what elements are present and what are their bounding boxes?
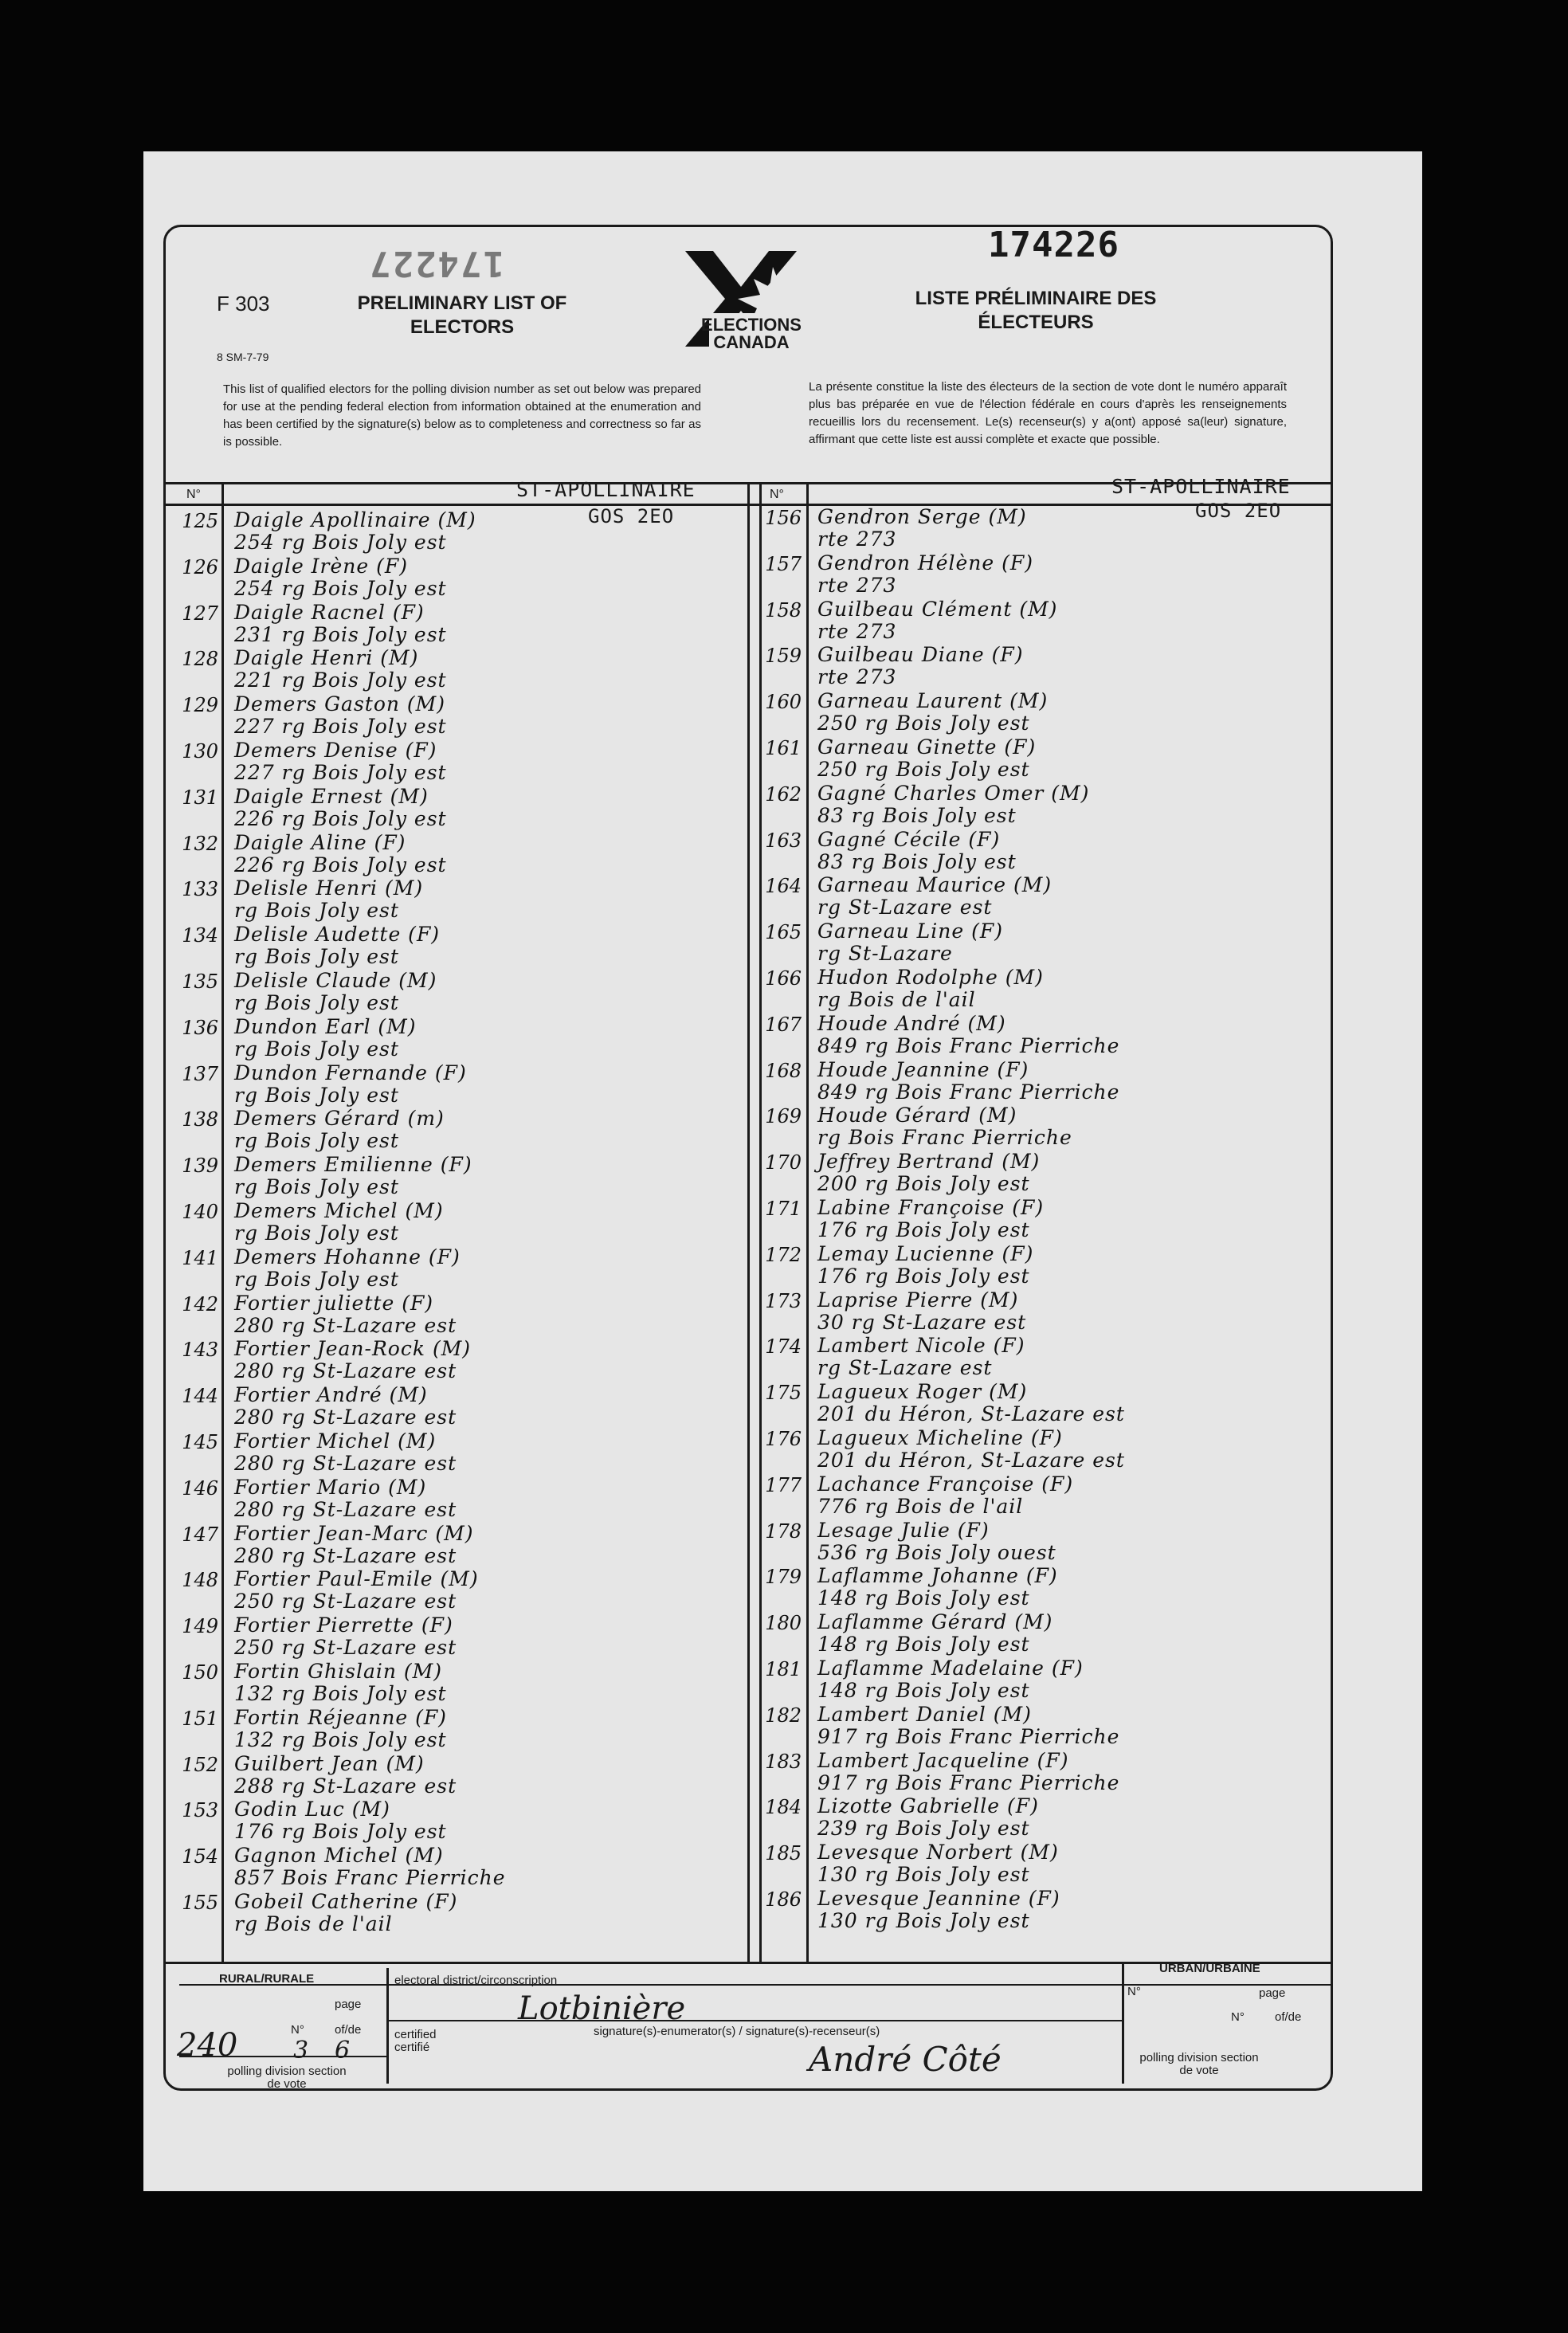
elector-name: Fortin Ghislain (M): [234, 1660, 443, 1683]
elector-name: Lambert Jacqueline (F): [817, 1748, 1069, 1772]
elector-address: 280 rg St-Lazare est: [234, 1406, 457, 1429]
elector-number: 137: [182, 1062, 218, 1085]
urban-polling-division-label: polling division section de vote: [1139, 2051, 1259, 2077]
elector-number: 127: [182, 602, 218, 625]
elector-address: 250 rg St-Lazare est: [234, 1590, 457, 1613]
urban-no-sub-label: N°: [1231, 2010, 1245, 2024]
elector-name: Lambert Nicole (F): [817, 1334, 1025, 1358]
elector-number: 149: [182, 1615, 218, 1638]
elector-number: 171: [765, 1198, 802, 1220]
elector-address: 201 du Héron, St-Lazare est: [817, 1402, 1125, 1426]
urban-page-label: page: [1259, 1986, 1286, 2000]
elector-number: 134: [182, 924, 218, 947]
elector-name: Lizotte Gabrielle (F): [817, 1794, 1039, 1818]
elector-name: Garneau Line (F): [817, 919, 1003, 943]
elector-address: rg St-Lazare est: [817, 1356, 993, 1380]
elector-number: 180: [765, 1612, 802, 1635]
elector-name: Laflamme Gérard (M): [817, 1610, 1053, 1634]
elector-number: 182: [765, 1704, 802, 1727]
elector-name: Lambert Daniel (M): [817, 1702, 1032, 1726]
elector-number: 144: [182, 1385, 218, 1408]
elector-address: rg Bois Joly est: [234, 1175, 399, 1199]
elector-address: 288 rg St-Lazare est: [234, 1774, 457, 1798]
elector-address: 132 rg Bois Joly est: [234, 1727, 447, 1751]
elector-number: 169: [765, 1105, 802, 1128]
elector-address: 280 rg St-Lazare est: [234, 1543, 457, 1567]
elector-name: Laprise Pierre (M): [817, 1288, 1019, 1312]
elector-number: 159: [765, 645, 802, 668]
enumerator-signature: André Côté: [809, 2040, 1002, 2079]
elector-name: Guilbeau Diane (F): [817, 643, 1024, 667]
elector-name: Dundon Fernande (F): [234, 1061, 467, 1084]
elector-address: rg Bois Joly est: [234, 1129, 399, 1153]
elector-number: 142: [182, 1292, 218, 1315]
elector-number: 151: [182, 1707, 218, 1730]
elector-address: 148 rg Bois Joly est: [817, 1679, 1030, 1702]
elector-address: 280 rg St-Lazare est: [234, 1313, 457, 1337]
elector-name: Demers Michel (M): [234, 1199, 444, 1222]
elector-address: rg Bois Franc Pierriche: [817, 1126, 1072, 1150]
elector-name: Fortier juliette (F): [234, 1291, 434, 1315]
elector-address: 148 rg Bois Joly est: [817, 1586, 1030, 1610]
elector-address: 239 rg Bois Joly est: [817, 1817, 1030, 1841]
elector-number: 130: [182, 740, 218, 763]
elector-address: 83 rg Bois Joly est: [817, 803, 1017, 827]
elector-number: 146: [182, 1476, 218, 1500]
elector-name: Delisle Audette (F): [234, 923, 441, 947]
elector-name: Delisle Claude (M): [234, 969, 437, 992]
elector-number: 166: [765, 967, 802, 990]
elector-number: 160: [765, 691, 802, 714]
elector-number: 172: [765, 1243, 802, 1266]
elector-name: Garneau Laurent (M): [817, 689, 1049, 713]
electoral-district-value: Lotbinière: [518, 1990, 686, 2027]
rural-of-label: of/de: [335, 2023, 362, 2037]
footer-mid-rule: [386, 2020, 1122, 2021]
elector-address: 917 rg Bois Franc Pierriche: [817, 1724, 1120, 1748]
elector-number: 136: [182, 1016, 218, 1039]
ghost-serial-number: 174227: [368, 243, 504, 284]
elector-address: 200 rg Bois Joly est: [817, 1172, 1030, 1196]
elector-name: Levesque Norbert (M): [817, 1841, 1059, 1864]
elector-address: 227 rg Bois Joly est: [234, 715, 447, 739]
elector-address: 201 du Héron, St-Lazare est: [817, 1449, 1125, 1472]
elector-number: 128: [182, 648, 218, 671]
elector-address: 776 rg Bois de l'ail: [817, 1494, 1024, 1518]
elector-address: 130 rg Bois Joly est: [817, 1909, 1030, 1932]
elector-number: 126: [182, 555, 218, 578]
elector-name: Houde André (M): [817, 1011, 1006, 1035]
elector-name: Levesque Jeannine (F): [817, 1887, 1060, 1910]
elector-address: rg St-Lazare est: [817, 896, 993, 919]
center-column-rule-a: [747, 482, 750, 1964]
elector-number: 138: [182, 1108, 218, 1131]
right-no-header: N°: [770, 488, 784, 501]
form-code: F 303: [217, 292, 270, 316]
elector-number: 148: [182, 1569, 218, 1592]
elector-address: 130 rg Bois Joly est: [817, 1863, 1030, 1887]
elector-number: 178: [765, 1519, 802, 1543]
elector-address: 254 rg Bois Joly est: [234, 576, 447, 600]
elector-name: Daigle Aline (F): [234, 830, 406, 854]
elector-name: Guilbert Jean (M): [234, 1751, 425, 1775]
elector-name: Fortier Paul-Emile (M): [234, 1567, 479, 1591]
elector-address: 857 Bois Franc Pierriche: [234, 1866, 506, 1890]
elector-name: Fortier Michel (M): [234, 1429, 437, 1453]
elector-number: 184: [765, 1796, 802, 1819]
elector-name: Fortier Pierrette (F): [234, 1613, 453, 1637]
elector-name: Fortier André (M): [234, 1383, 428, 1407]
elector-number: 165: [765, 921, 802, 944]
elector-number: 185: [765, 1842, 802, 1865]
left-postal-code: GOS 2EO: [588, 505, 675, 527]
elector-name: Jeffrey Bertrand (M): [817, 1150, 1041, 1174]
elector-number: 150: [182, 1661, 218, 1684]
elector-name: Garneau Ginette (F): [817, 735, 1037, 759]
elector-number: 170: [765, 1151, 802, 1174]
right-postal-code: GOS 2EO: [1195, 500, 1282, 522]
elector-name: Gendron Hélène (F): [817, 551, 1034, 574]
elector-name: Dundon Earl (M): [234, 1014, 417, 1038]
elector-address: 176 rg Bois Joly est: [234, 1820, 447, 1844]
elector-number: 156: [765, 507, 802, 529]
elector-number: 152: [182, 1753, 218, 1776]
elector-number: 161: [765, 737, 802, 759]
elector-number: 139: [182, 1155, 218, 1178]
elector-name: Labine Françoise (F): [817, 1196, 1045, 1219]
elector-address: rg Bois Joly est: [234, 945, 399, 969]
elector-number: 135: [182, 970, 218, 993]
elector-name: Demers Gérard (m): [234, 1107, 445, 1131]
elector-address: rg Bois Joly est: [234, 899, 399, 923]
elector-name: Demers Denise (F): [234, 739, 437, 762]
elector-name: Daigle Henri (M): [234, 646, 419, 670]
elector-number: 173: [765, 1289, 802, 1312]
elector-address: rg Bois Joly est: [234, 1037, 399, 1061]
elector-address: 221 rg Bois Joly est: [234, 669, 447, 692]
elector-number: 175: [765, 1382, 802, 1405]
elector-number: 177: [765, 1473, 802, 1496]
certified-label: certified certifié: [394, 2028, 437, 2054]
elector-name: Demers Emilienne (F): [234, 1153, 472, 1177]
elector-address: rg St-Lazare: [817, 942, 953, 966]
elector-name: Fortier Jean-Marc (M): [234, 1521, 474, 1545]
page-number-value: 3: [293, 2037, 309, 2064]
elector-address: 30 rg St-Lazare est: [817, 1310, 1027, 1334]
elector-address: rte 273: [817, 527, 897, 551]
right-number-column-rule: [806, 482, 809, 1964]
elector-number: 162: [765, 782, 802, 806]
elector-address: rte 273: [817, 665, 897, 689]
signature-label: signature(s)-enumerator(s) / signature(s)-recenseur(s): [594, 2025, 880, 2038]
elector-name: Lesage Julie (F): [817, 1518, 990, 1542]
elector-name: Gagné Cécile (F): [817, 827, 1001, 851]
elector-address: 231 rg Bois Joly est: [234, 622, 447, 646]
elector-number: 153: [182, 1799, 218, 1822]
elector-address: 849 rg Bois Franc Pierriche: [817, 1033, 1120, 1057]
elector-address: rg Bois Joly est: [234, 991, 399, 1014]
elector-number: 140: [182, 1201, 218, 1223]
elector-number: 145: [182, 1431, 218, 1453]
elector-name: Gendron Serge (M): [817, 505, 1027, 528]
elector-address: 227 rg Bois Joly est: [234, 761, 447, 784]
elector-number: 132: [182, 832, 218, 855]
elector-name: Daigle Irène (F): [234, 554, 409, 578]
elector-number: 168: [765, 1059, 802, 1082]
rural-bottom-rule: [179, 2056, 386, 2057]
elector-address: 226 rg Bois Joly est: [234, 853, 447, 876]
elector-name: Lemay Lucienne (F): [817, 1241, 1034, 1265]
elector-name: Daigle Ernest (M): [234, 784, 429, 808]
elector-address: 250 rg Bois Joly est: [817, 758, 1030, 781]
elector-address: 280 rg St-Lazare est: [234, 1359, 457, 1383]
intro-english: This list of qualified electors for the polling division number as set out below was prepared for use at the pending federal election from information obtained at the enumeration and has been certified by the signature(s) below as to completeness and correctness so far as is possible.: [223, 382, 701, 449]
elector-name: Demers Gaston (M): [234, 692, 446, 716]
elector-number: 176: [765, 1428, 802, 1450]
elector-name: Gagnon Michel (M): [234, 1844, 444, 1868]
elector-name: Gagné Charles Omer (M): [817, 781, 1090, 805]
elector-address: rg Bois Joly est: [234, 1221, 399, 1245]
elector-name: Gobeil Catherine (F): [234, 1890, 458, 1913]
rural-page-label: page: [335, 1998, 362, 2011]
elector-address: rg Bois de l'ail: [234, 1912, 393, 1935]
elector-address: 254 rg Bois Joly est: [234, 531, 447, 554]
elector-name: Delisle Henri (M): [234, 876, 424, 900]
elector-address: 132 rg Bois Joly est: [234, 1682, 447, 1705]
elector-number: 158: [765, 598, 802, 621]
elector-address: 917 rg Bois Franc Pierriche: [817, 1770, 1120, 1794]
elector-address: 250 rg Bois Joly est: [817, 712, 1030, 735]
elector-address: rg Bois Joly est: [234, 1083, 399, 1107]
page-of-value: 6: [335, 2037, 351, 2064]
elector-name: Daigle Apollinaire (M): [234, 508, 476, 531]
elector-number: 129: [182, 694, 218, 717]
left-municipality: ST-APOLLINAIRE: [516, 478, 696, 501]
elector-name: Lachance Françoise (F): [817, 1472, 1074, 1496]
intro-french: La présente constitue la liste des électeurs de la section de vote dont le numéro apparaît plus bas préparée en vue de l'élection fédérale en cours d'après les renseignements recueillis lors du recensement. Le(s) recenseur(s) y a(ont) apposé sa(leur) signature, affirmant que cette liste est aussi complète et exacte que possible.: [809, 380, 1287, 446]
elector-number: 183: [765, 1750, 802, 1773]
elector-address: rg Bois de l'ail: [817, 988, 976, 1011]
title-french: LISTE PRÉLIMINAIRE DES ÉLECTEURS: [915, 288, 1157, 333]
elector-name: Houde Gérard (M): [817, 1104, 1017, 1127]
elector-number: 174: [765, 1335, 802, 1359]
serial-number: 174226: [988, 225, 1119, 265]
rural-no-label: N°: [291, 2023, 304, 2037]
elector-address: rg Bois Joly est: [234, 1267, 399, 1291]
electoral-district-label: electoral district/circonscription: [394, 1974, 558, 1987]
elector-name: Laflamme Madelaine (F): [817, 1657, 1084, 1680]
polling-division-value: 240: [177, 2027, 238, 2064]
title-english: PRELIMINARY LIST OF ELECTORS: [357, 292, 567, 338]
footer-rural-divider: [386, 1968, 389, 2084]
elector-number: 157: [765, 552, 802, 575]
elector-number: 155: [182, 1892, 218, 1914]
elector-name: Fortier Mario (M): [234, 1475, 427, 1499]
footer-top-rule: [179, 1984, 1331, 1986]
elector-address: rte 273: [817, 619, 897, 643]
elector-address: 280 rg St-Lazare est: [234, 1497, 457, 1521]
elector-address: 536 rg Bois Joly ouest: [817, 1540, 1056, 1564]
urban-of-label: of/de: [1275, 2010, 1302, 2024]
elector-name: Fortin Réjeanne (F): [234, 1705, 447, 1729]
elector-address: 148 rg Bois Joly est: [817, 1633, 1030, 1657]
elector-address: 176 rg Bois Joly est: [817, 1218, 1030, 1241]
elections-canada-logo: [677, 243, 821, 355]
elector-name: Lagueux Roger (M): [817, 1380, 1028, 1404]
elector-number: 131: [182, 786, 218, 809]
left-no-header: N°: [186, 488, 201, 501]
elector-number: 141: [182, 1246, 218, 1269]
elector-name: Godin Luc (M): [234, 1798, 390, 1821]
elector-number: 167: [765, 1013, 802, 1036]
elector-name: Garneau Maurice (M): [817, 873, 1053, 897]
elector-number: 186: [765, 1888, 802, 1911]
footer-urban-divider: [1122, 1964, 1124, 2084]
elector-number: 164: [765, 875, 802, 898]
elector-number: 163: [765, 829, 802, 852]
print-code: 8 SM-7-79: [217, 351, 269, 363]
elector-name: Demers Hohanne (F): [234, 1245, 461, 1268]
elector-name: Daigle Racnel (F): [234, 600, 425, 624]
elector-address: 176 rg Bois Joly est: [817, 1264, 1030, 1288]
elector-number: 133: [182, 878, 218, 901]
elector-name: Fortier Jean-Rock (M): [234, 1337, 472, 1361]
left-number-column-rule: [221, 482, 224, 1964]
elector-address: rte 273: [817, 573, 897, 597]
rural-label: RURAL/RURALE: [219, 1972, 315, 1986]
elector-address: 226 rg Bois Joly est: [234, 806, 447, 830]
elector-name: Lagueux Micheline (F): [817, 1426, 1063, 1449]
polling-division-label: polling division section de vote: [227, 2064, 347, 2091]
elector-number: 143: [182, 1339, 218, 1362]
elector-number: 147: [182, 1523, 218, 1546]
elector-name: Laflamme Johanne (F): [817, 1564, 1058, 1588]
elector-number: 181: [765, 1658, 802, 1680]
elector-address: 849 rg Bois Franc Pierriche: [817, 1080, 1120, 1104]
logo-text: ELECTIONS CANADA: [701, 315, 802, 352]
elector-number: 154: [182, 1845, 218, 1868]
urban-label: URBAN/URBAINE: [1159, 1962, 1260, 1975]
elector-name: Guilbeau Clément (M): [817, 597, 1058, 621]
elector-number: 179: [765, 1566, 802, 1589]
elector-address: 280 rg St-Lazare est: [234, 1452, 457, 1475]
right-municipality: ST-APOLLINAIRE: [1111, 475, 1291, 498]
elector-number: 125: [182, 510, 218, 532]
elector-name: Houde Jeannine (F): [817, 1057, 1029, 1081]
elector-address: 250 rg St-Lazare est: [234, 1636, 457, 1660]
elector-name: Hudon Rodolphe (M): [817, 966, 1044, 989]
elector-address: 83 rg Bois Joly est: [817, 849, 1017, 873]
urban-no-label: N°: [1127, 1985, 1141, 1998]
